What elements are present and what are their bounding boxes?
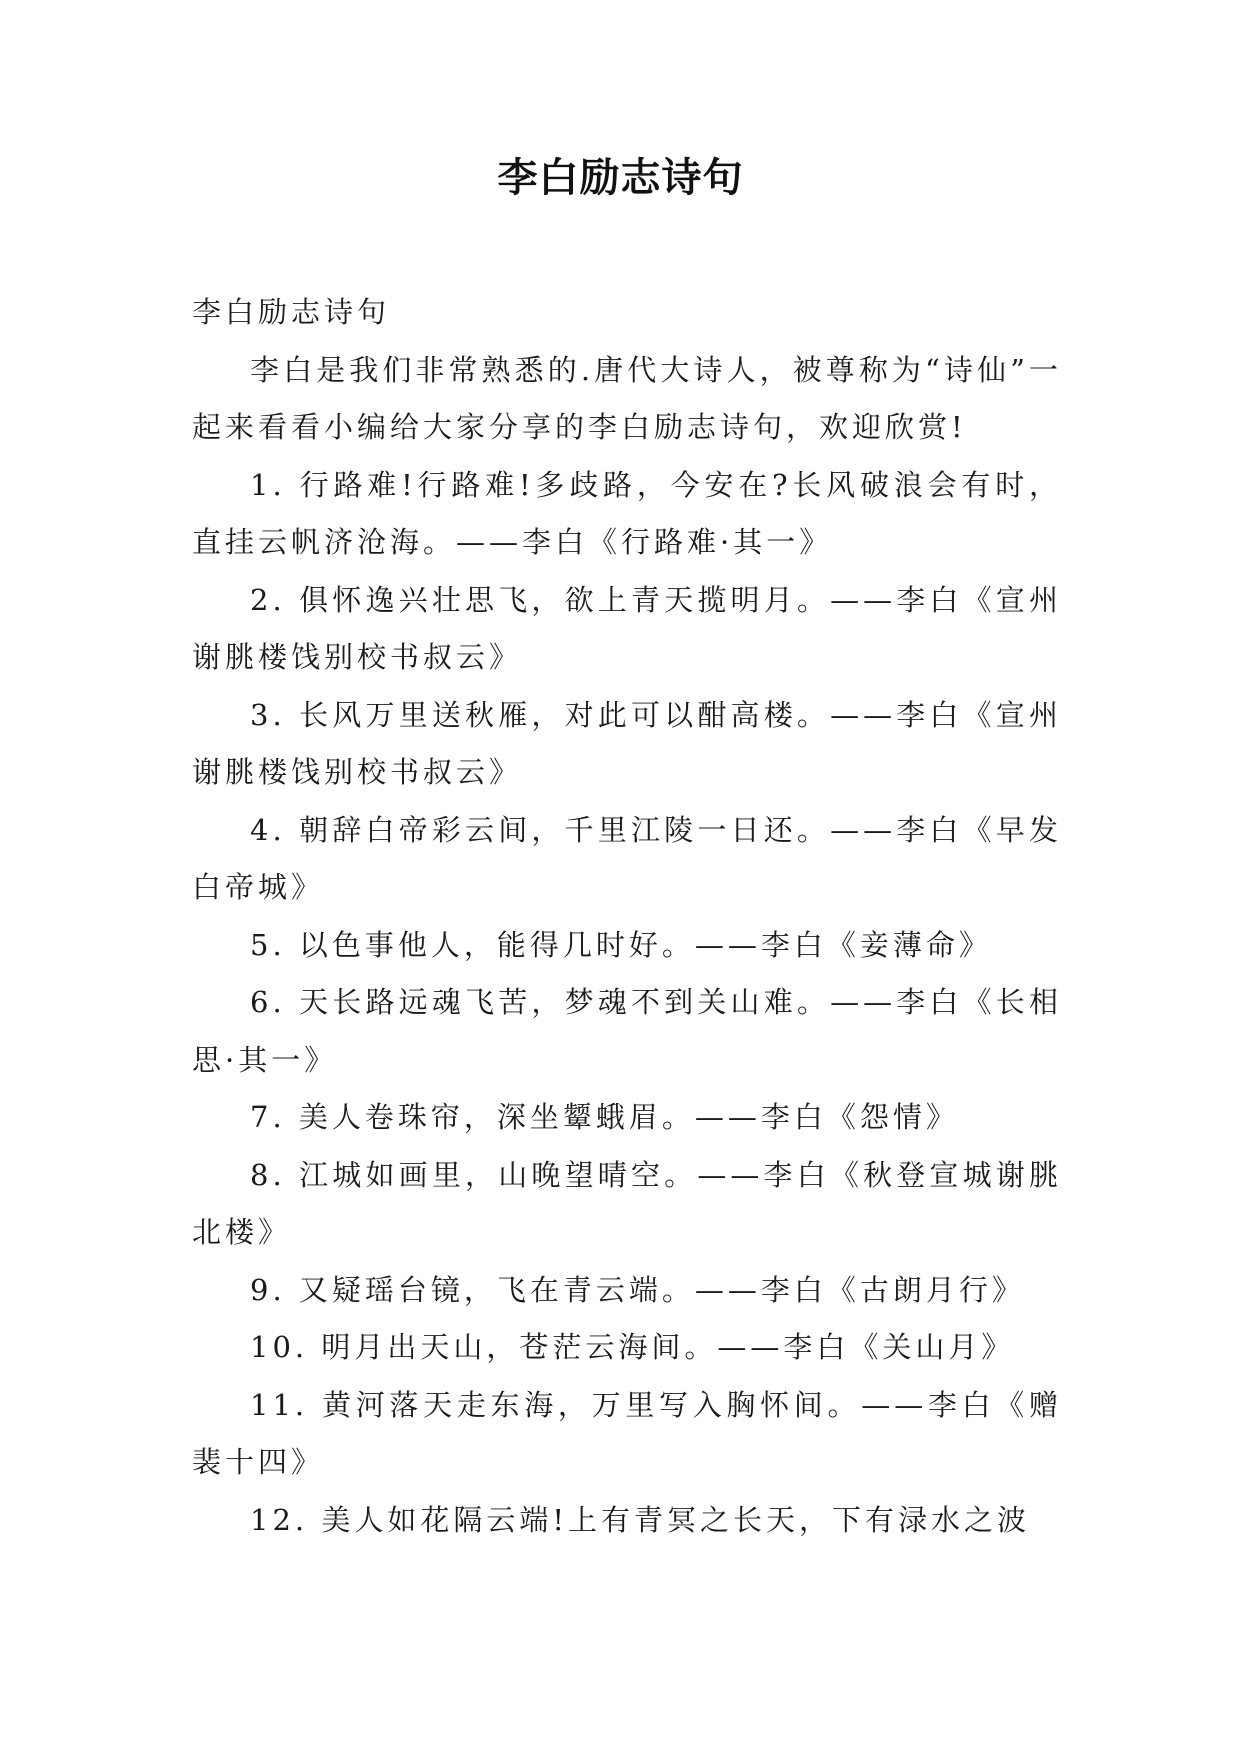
- poem-item: 6. 天长路远魂飞苦，梦魂不到关山难。——李白《长相思·其一》: [192, 985, 1062, 1077]
- document-title: 李白励志诗句: [497, 155, 744, 201]
- poem-item: 12. 美人如花隔云端!上有青冥之长天，下有渌水之波: [250, 1502, 1030, 1537]
- poem-item: 7. 美人卷珠帘，深坐颦蛾眉。——李白《怨情》: [250, 1100, 959, 1134]
- document-body: [192, 284, 1062, 1549]
- poem-item: 8. 江城如画里，山晚望晴空。——李白《秋登宣城谢朓北楼》: [192, 1157, 1062, 1249]
- poem-item: 11. 黄河落天走东海，万里写入胸怀间。——李白《赠裴十四》: [192, 1387, 1062, 1479]
- poem-item: 5. 以色事他人，能得几时好。——李白《妾薄命》: [250, 927, 992, 962]
- poem-item: 4. 朝辞白帝彩云间，千里江陵一日还。——李白《早发白帝城》: [192, 812, 1062, 904]
- section-heading: 李白励志诗句: [192, 295, 391, 329]
- poem-item: 9. 又疑瑶台镜，飞在青云端。——李白《古朗月行》: [250, 1272, 1025, 1307]
- poem-item: 10. 明月出天山，苍茫云海间。——李白《关山月》: [250, 1330, 1015, 1364]
- poem-item: 3. 长风万里送秋雁，对此可以酣高楼。——李白《宣州谢朓楼饯别校书叔云》: [192, 697, 1062, 789]
- intro-paragraph: 李白是我们非常熟悉的.唐代大诗人，被尊称为“诗仙”一起来看看小编给大家分享的李白励志诗句，欢迎欣赏!: [192, 352, 1062, 444]
- poem-item: 1. 行路难!行路难!多歧路，今安在?长风破浪会有时，直挂云帆济沧海。——李白《行路难·其一》: [192, 467, 1062, 559]
- poem-item: 2. 俱怀逸兴壮思飞，欲上青天揽明月。——李白《宣州谢朓楼饯别校书叔云》: [192, 582, 1062, 674]
